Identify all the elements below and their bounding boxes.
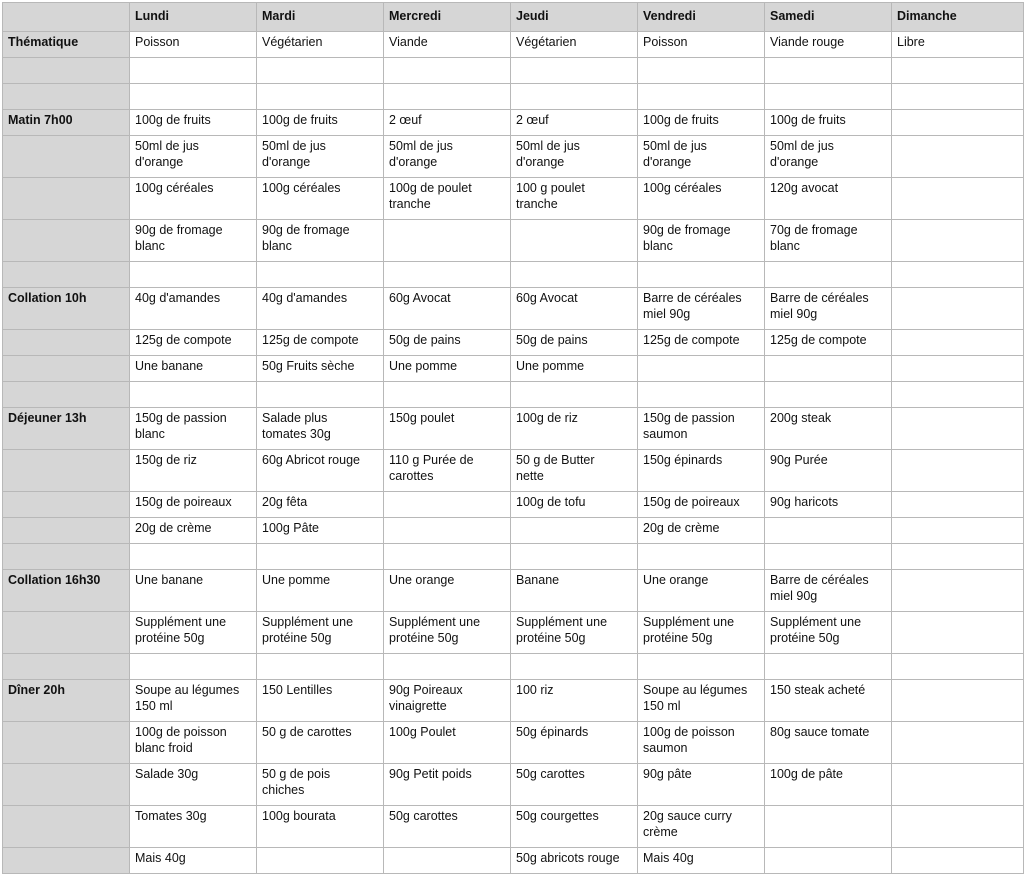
cell-samedi[interactable]: 125g de compote: [765, 330, 892, 356]
cell-jeudi[interactable]: Une pomme: [511, 356, 638, 382]
row-label-cell[interactable]: [3, 764, 130, 806]
table-body: [3, 32, 1024, 874]
cell-samedi[interactable]: [765, 654, 892, 680]
header-day-0[interactable]: Lundi: [130, 3, 257, 32]
cell-dimanche[interactable]: [892, 262, 1024, 288]
table-row: [3, 544, 1024, 570]
table-row: [3, 220, 1024, 262]
cell-lundi[interactable]: 40g d'amandes: [130, 288, 257, 330]
cell-dimanche[interactable]: [892, 220, 1024, 262]
cell-mercredi[interactable]: 50g carottes: [384, 806, 511, 848]
cell-dimanche[interactable]: [892, 382, 1024, 408]
cell-dimanche[interactable]: [892, 848, 1024, 874]
cell-samedi[interactable]: 70g de fromage blanc: [765, 220, 892, 262]
cell-mardi[interactable]: 20g fêta: [257, 492, 384, 518]
cell-lundi[interactable]: 150g de passion blanc: [130, 408, 257, 450]
cell-dimanche[interactable]: [892, 110, 1024, 136]
cell-samedi[interactable]: 50ml de jus d'orange: [765, 136, 892, 178]
row-label-cell[interactable]: Matin 7h00: [3, 110, 130, 136]
cell-vendredi[interactable]: 20g sauce curry crème: [638, 806, 765, 848]
cell-dimanche[interactable]: [892, 764, 1024, 806]
cell-samedi[interactable]: [765, 544, 892, 570]
cell-lundi[interactable]: Mais 40g: [130, 848, 257, 874]
cell-lundi[interactable]: [130, 58, 257, 84]
cell-mercredi[interactable]: Une orange: [384, 570, 511, 612]
cell-mercredi[interactable]: [384, 848, 511, 874]
cell-jeudi[interactable]: [511, 220, 638, 262]
cell-samedi[interactable]: 150 steak acheté: [765, 680, 892, 722]
cell-mardi[interactable]: 50ml de jus d'orange: [257, 136, 384, 178]
cell-samedi[interactable]: Barre de céréales miel 90g: [765, 288, 892, 330]
header-day-6[interactable]: Dimanche: [892, 3, 1024, 32]
cell-mercredi[interactable]: [384, 544, 511, 570]
cell-dimanche[interactable]: [892, 612, 1024, 654]
cell-samedi[interactable]: 200g steak: [765, 408, 892, 450]
cell-dimanche[interactable]: [892, 408, 1024, 450]
cell-jeudi[interactable]: [511, 654, 638, 680]
cell-dimanche[interactable]: [892, 136, 1024, 178]
cell-samedi[interactable]: [765, 848, 892, 874]
cell-samedi[interactable]: 100g de pâte: [765, 764, 892, 806]
table-row: [3, 262, 1024, 288]
table-row: [3, 764, 1024, 806]
cell-samedi[interactable]: 90g haricots: [765, 492, 892, 518]
row-label-cell[interactable]: [3, 806, 130, 848]
row-label-cell[interactable]: [3, 492, 130, 518]
table-row: [3, 654, 1024, 680]
cell-dimanche[interactable]: [892, 288, 1024, 330]
cell-mardi[interactable]: 50 g de pois chiches: [257, 764, 384, 806]
row-label-cell[interactable]: [3, 518, 130, 544]
cell-mercredi[interactable]: [384, 654, 511, 680]
cell-jeudi[interactable]: 60g Avocat: [511, 288, 638, 330]
cell-dimanche[interactable]: [892, 544, 1024, 570]
cell-jeudi[interactable]: 50 g de Butter nette: [511, 450, 638, 492]
cell-jeudi[interactable]: 100 g poulet tranche: [511, 178, 638, 220]
cell-vendredi[interactable]: 100g de fruits: [638, 110, 765, 136]
cell-jeudi[interactable]: [511, 262, 638, 288]
row-label-cell[interactable]: Collation 16h30: [3, 570, 130, 612]
row-label-cell[interactable]: Déjeuner 13h: [3, 408, 130, 450]
cell-samedi[interactable]: 100g de fruits: [765, 110, 892, 136]
cell-vendredi[interactable]: [638, 654, 765, 680]
table-row: [3, 136, 1024, 178]
cell-lundi[interactable]: [130, 544, 257, 570]
cell-vendredi[interactable]: [638, 58, 765, 84]
cell-mardi[interactable]: 100g Pâte: [257, 518, 384, 544]
cell-jeudi[interactable]: 50g courgettes: [511, 806, 638, 848]
cell-vendredi[interactable]: [638, 356, 765, 382]
cell-vendredi[interactable]: [638, 262, 765, 288]
cell-jeudi[interactable]: 100g de riz: [511, 408, 638, 450]
header-row: [3, 3, 1024, 32]
row-label-cell[interactable]: [3, 136, 130, 178]
cell-lundi[interactable]: 125g de compote: [130, 330, 257, 356]
cell-vendredi[interactable]: Une orange: [638, 570, 765, 612]
cell-jeudi[interactable]: Supplément une protéine 50g: [511, 612, 638, 654]
table-row: [3, 382, 1024, 408]
header-day-5[interactable]: Samedi: [765, 3, 892, 32]
cell-vendredi[interactable]: 90g de fromage blanc: [638, 220, 765, 262]
table-row: [3, 722, 1024, 764]
cell-vendredi[interactable]: 100g céréales: [638, 178, 765, 220]
cell-vendredi[interactable]: 20g de crème: [638, 518, 765, 544]
cell-jeudi[interactable]: 100g de tofu: [511, 492, 638, 518]
cell-samedi[interactable]: Viande rouge: [765, 32, 892, 58]
cell-jeudi[interactable]: 50g carottes: [511, 764, 638, 806]
table-row: [3, 356, 1024, 382]
cell-mardi[interactable]: Supplément une protéine 50g: [257, 612, 384, 654]
row-label-cell[interactable]: [3, 356, 130, 382]
row-label-cell[interactable]: Thématique: [3, 32, 130, 58]
cell-mardi[interactable]: [257, 654, 384, 680]
cell-mardi[interactable]: [257, 544, 384, 570]
cell-dimanche[interactable]: [892, 518, 1024, 544]
cell-mardi[interactable]: [257, 848, 384, 874]
cell-lundi[interactable]: Salade 30g: [130, 764, 257, 806]
cell-lundi[interactable]: 100g de poisson blanc froid: [130, 722, 257, 764]
table-row: [3, 84, 1024, 110]
cell-mardi[interactable]: 100g bourata: [257, 806, 384, 848]
cell-samedi[interactable]: [765, 58, 892, 84]
cell-mercredi[interactable]: [384, 220, 511, 262]
cell-mercredi[interactable]: 60g Avocat: [384, 288, 511, 330]
cell-lundi[interactable]: 50ml de jus d'orange: [130, 136, 257, 178]
cell-lundi[interactable]: Supplément une protéine 50g: [130, 612, 257, 654]
row-label-cell[interactable]: [3, 220, 130, 262]
table-row: [3, 330, 1024, 356]
row-label-cell[interactable]: [3, 654, 130, 680]
cell-mardi[interactable]: 40g d'amandes: [257, 288, 384, 330]
cell-vendredi[interactable]: 125g de compote: [638, 330, 765, 356]
cell-dimanche[interactable]: [892, 722, 1024, 764]
cell-samedi[interactable]: 120g avocat: [765, 178, 892, 220]
cell-jeudi[interactable]: Végétarien: [511, 32, 638, 58]
cell-lundi[interactable]: 150g de poireaux: [130, 492, 257, 518]
table-row: [3, 612, 1024, 654]
cell-dimanche[interactable]: [892, 806, 1024, 848]
cell-mercredi[interactable]: [384, 492, 511, 518]
cell-dimanche[interactable]: [892, 450, 1024, 492]
cell-mercredi[interactable]: 150g poulet: [384, 408, 511, 450]
cell-jeudi[interactable]: 50g abricots rouge: [511, 848, 638, 874]
header-day-3[interactable]: Jeudi: [511, 3, 638, 32]
cell-lundi[interactable]: Poisson: [130, 32, 257, 58]
row-label-cell[interactable]: [3, 330, 130, 356]
cell-lundi[interactable]: [130, 654, 257, 680]
table-row: [3, 450, 1024, 492]
cell-dimanche[interactable]: [892, 680, 1024, 722]
header-day-2[interactable]: Mercredi: [384, 3, 511, 32]
cell-dimanche[interactable]: [892, 654, 1024, 680]
table-row: [3, 58, 1024, 84]
cell-vendredi[interactable]: 150g épinards: [638, 450, 765, 492]
meal-plan-table: [2, 2, 1024, 874]
cell-mardi[interactable]: 60g Abricot rouge: [257, 450, 384, 492]
cell-dimanche[interactable]: [892, 330, 1024, 356]
cell-dimanche[interactable]: [892, 178, 1024, 220]
cell-samedi[interactable]: Barre de céréales miel 90g: [765, 570, 892, 612]
cell-mardi[interactable]: [257, 262, 384, 288]
cell-mercredi[interactable]: Viande: [384, 32, 511, 58]
cell-dimanche[interactable]: [892, 492, 1024, 518]
cell-vendredi[interactable]: Barre de céréales miel 90g: [638, 288, 765, 330]
header-day-4[interactable]: Vendredi: [638, 3, 765, 32]
cell-mercredi[interactable]: 50g de pains: [384, 330, 511, 356]
cell-mardi[interactable]: 90g de fromage blanc: [257, 220, 384, 262]
header-day-1[interactable]: Mardi: [257, 3, 384, 32]
table-row: [3, 518, 1024, 544]
row-label-cell[interactable]: Collation 10h: [3, 288, 130, 330]
row-label-cell[interactable]: [3, 450, 130, 492]
cell-jeudi[interactable]: [511, 382, 638, 408]
cell-mardi[interactable]: 125g de compote: [257, 330, 384, 356]
cell-samedi[interactable]: [765, 806, 892, 848]
cell-vendredi[interactable]: Mais 40g: [638, 848, 765, 874]
cell-lundi[interactable]: 150g de riz: [130, 450, 257, 492]
table-row: [3, 408, 1024, 450]
row-label-cell[interactable]: [3, 58, 130, 84]
row-label-cell[interactable]: Dîner 20h: [3, 680, 130, 722]
cell-mercredi[interactable]: Supplément une protéine 50g: [384, 612, 511, 654]
cell-mardi[interactable]: [257, 58, 384, 84]
cell-lundi[interactable]: Soupe au légumes 150 ml: [130, 680, 257, 722]
cell-samedi[interactable]: [765, 84, 892, 110]
cell-dimanche[interactable]: [892, 570, 1024, 612]
cell-vendredi[interactable]: 90g pâte: [638, 764, 765, 806]
row-label-cell[interactable]: [3, 544, 130, 570]
cell-vendredi[interactable]: 50ml de jus d'orange: [638, 136, 765, 178]
cell-vendredi[interactable]: [638, 382, 765, 408]
cell-lundi[interactable]: 100g de fruits: [130, 110, 257, 136]
cell-mardi[interactable]: Une pomme: [257, 570, 384, 612]
row-label-cell[interactable]: [3, 84, 130, 110]
cell-jeudi[interactable]: [511, 518, 638, 544]
cell-lundi[interactable]: Une banane: [130, 356, 257, 382]
cell-samedi[interactable]: 80g sauce tomate: [765, 722, 892, 764]
cell-samedi[interactable]: Supplément une protéine 50g: [765, 612, 892, 654]
cell-lundi[interactable]: 20g de crème: [130, 518, 257, 544]
cell-vendredi[interactable]: Poisson: [638, 32, 765, 58]
cell-vendredi[interactable]: Soupe au légumes 150 ml: [638, 680, 765, 722]
cell-jeudi[interactable]: 50ml de jus d'orange: [511, 136, 638, 178]
cell-vendredi[interactable]: 100g de poisson saumon: [638, 722, 765, 764]
cell-mardi[interactable]: 100g céréales: [257, 178, 384, 220]
cell-lundi[interactable]: Une banane: [130, 570, 257, 612]
cell-vendredi[interactable]: 150g de passion saumon: [638, 408, 765, 450]
cell-samedi[interactable]: [765, 518, 892, 544]
cell-mardi[interactable]: 150 Lentilles: [257, 680, 384, 722]
cell-jeudi[interactable]: 50g de pains: [511, 330, 638, 356]
table-row: [3, 680, 1024, 722]
cell-mercredi[interactable]: [384, 382, 511, 408]
cell-vendredi[interactable]: [638, 544, 765, 570]
cell-mercredi[interactable]: 100g Poulet: [384, 722, 511, 764]
cell-mercredi[interactable]: [384, 58, 511, 84]
cell-mardi[interactable]: 50g Fruits sèche: [257, 356, 384, 382]
cell-lundi[interactable]: 90g de fromage blanc: [130, 220, 257, 262]
cell-mardi[interactable]: 50 g de carottes: [257, 722, 384, 764]
row-label-cell[interactable]: [3, 262, 130, 288]
table-row: [3, 806, 1024, 848]
cell-samedi[interactable]: [765, 262, 892, 288]
table-row: [3, 848, 1024, 874]
row-label-cell[interactable]: [3, 848, 130, 874]
cell-mardi[interactable]: 100g de fruits: [257, 110, 384, 136]
cell-jeudi[interactable]: 100 riz: [511, 680, 638, 722]
cell-jeudi[interactable]: [511, 58, 638, 84]
cell-mercredi[interactable]: 2 œuf: [384, 110, 511, 136]
cell-lundi[interactable]: [130, 84, 257, 110]
cell-jeudi[interactable]: [511, 544, 638, 570]
cell-dimanche[interactable]: [892, 84, 1024, 110]
table-row: [3, 288, 1024, 330]
row-label-cell[interactable]: [3, 382, 130, 408]
cell-jeudi[interactable]: 2 œuf: [511, 110, 638, 136]
cell-vendredi[interactable]: 150g de poireaux: [638, 492, 765, 518]
cell-mercredi[interactable]: [384, 84, 511, 110]
cell-mercredi[interactable]: 110 g Purée de carottes: [384, 450, 511, 492]
cell-lundi[interactable]: [130, 382, 257, 408]
table-row: [3, 110, 1024, 136]
cell-lundi[interactable]: Tomates 30g: [130, 806, 257, 848]
cell-vendredi[interactable]: Supplément une protéine 50g: [638, 612, 765, 654]
header-corner-cell[interactable]: [3, 3, 130, 32]
cell-mercredi[interactable]: 100g de poulet tranche: [384, 178, 511, 220]
cell-jeudi[interactable]: Banane: [511, 570, 638, 612]
cell-samedi[interactable]: [765, 356, 892, 382]
cell-mercredi[interactable]: 90g Petit poids: [384, 764, 511, 806]
cell-mercredi[interactable]: Une pomme: [384, 356, 511, 382]
cell-mercredi[interactable]: [384, 518, 511, 544]
cell-dimanche[interactable]: [892, 58, 1024, 84]
cell-jeudi[interactable]: [511, 84, 638, 110]
table-row: [3, 570, 1024, 612]
table-row: [3, 32, 1024, 58]
cell-dimanche[interactable]: Libre: [892, 32, 1024, 58]
table-row: [3, 178, 1024, 220]
cell-mercredi[interactable]: 90g Poireaux vinaigrette: [384, 680, 511, 722]
row-label-cell[interactable]: [3, 722, 130, 764]
cell-lundi[interactable]: 100g céréales: [130, 178, 257, 220]
cell-mardi[interactable]: Végétarien: [257, 32, 384, 58]
cell-dimanche[interactable]: [892, 356, 1024, 382]
row-label-cell[interactable]: [3, 178, 130, 220]
cell-mercredi[interactable]: [384, 262, 511, 288]
cell-jeudi[interactable]: 50g épinards: [511, 722, 638, 764]
cell-mardi[interactable]: [257, 382, 384, 408]
table-row: [3, 492, 1024, 518]
cell-samedi[interactable]: [765, 382, 892, 408]
cell-lundi[interactable]: [130, 262, 257, 288]
cell-mercredi[interactable]: 50ml de jus d'orange: [384, 136, 511, 178]
cell-samedi[interactable]: 90g Purée: [765, 450, 892, 492]
cell-mardi[interactable]: Salade plus tomates 30g: [257, 408, 384, 450]
row-label-cell[interactable]: [3, 612, 130, 654]
cell-vendredi[interactable]: [638, 84, 765, 110]
cell-mardi[interactable]: [257, 84, 384, 110]
